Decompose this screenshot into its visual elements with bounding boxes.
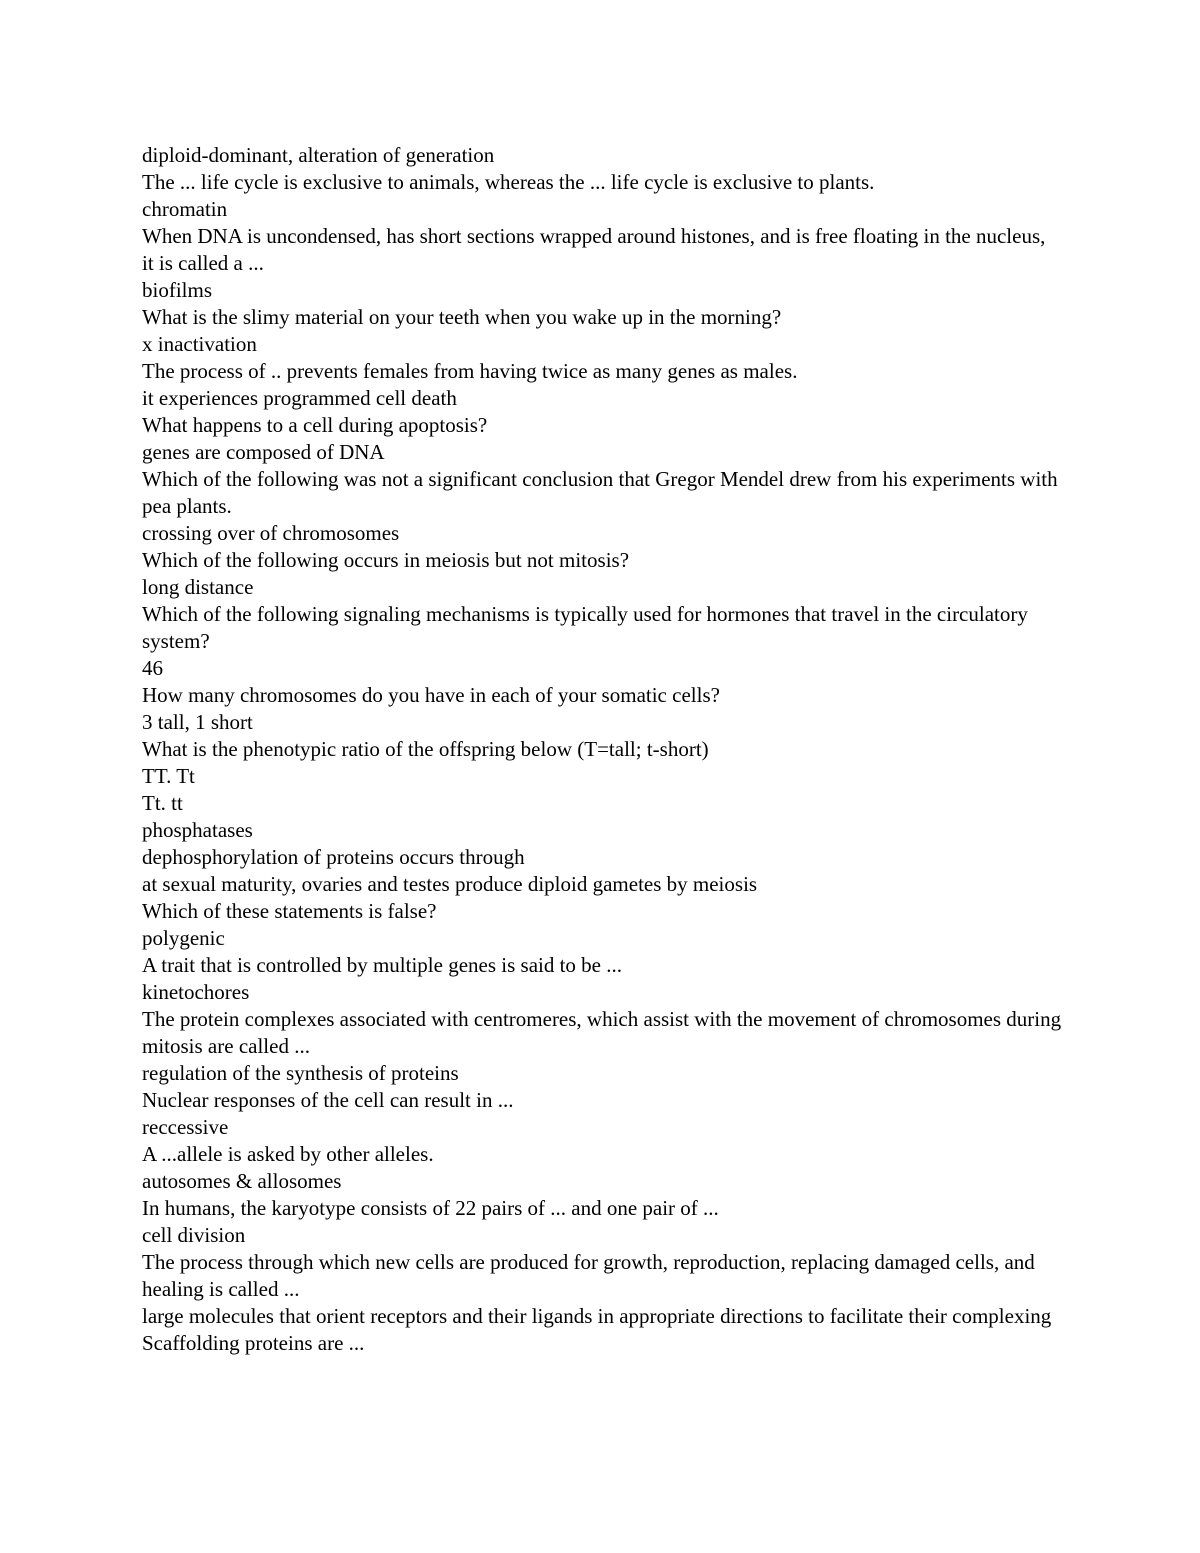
answer-line: biofilms bbox=[142, 278, 213, 302]
question-line: The process of .. prevents females from having twice as many genes as males. bbox=[142, 359, 798, 383]
answer-line: reccessive bbox=[142, 1115, 229, 1139]
question-line: The protein complexes associated with centromeres, which assist with the movement of chromosomes during mitosis are called ... bbox=[142, 1007, 1062, 1058]
question-line: What is the slimy material on your teeth when you wake up in the morning? bbox=[142, 305, 782, 329]
question-line: When DNA is uncondensed, has short sections wrapped around histones, and is free floating in the nucleus, it is called a ... bbox=[142, 224, 1046, 275]
question-line: What happens to a cell during apoptosis? bbox=[142, 413, 488, 437]
answer-line: long distance bbox=[142, 575, 254, 599]
answer-line: kinetochores bbox=[142, 980, 250, 1004]
question-line: What is the phenotypic ratio of the offspring below (T=tall; t-short) bbox=[142, 737, 709, 761]
question-line: Which of the following occurs in meiosis but not mitosis? bbox=[142, 548, 630, 572]
answer-line: chromatin bbox=[142, 197, 228, 221]
question-line: TT. Tt bbox=[142, 764, 195, 788]
answer-line: crossing over of chromosomes bbox=[142, 521, 400, 545]
question-line: A trait that is controlled by multiple genes is said to be ... bbox=[142, 953, 623, 977]
question-line: Which of the following signaling mechanisms is typically used for hormones that travel in the circulatory system? bbox=[142, 602, 1028, 653]
document-body bbox=[142, 142, 1062, 1357]
question-line: How many chromosomes do you have in each of your somatic cells? bbox=[142, 683, 720, 707]
answer-line: genes are composed of DNA bbox=[142, 440, 385, 464]
answer-line: large molecules that orient receptors and their ligands in appropriate directions to facilitate their complexing bbox=[142, 1304, 1052, 1328]
question-line: Which of these statements is false? bbox=[142, 899, 437, 923]
question-line: dephosphorylation of proteins occurs through bbox=[142, 845, 525, 869]
answer-line: it experiences programmed cell death bbox=[142, 386, 457, 410]
answer-line: x inactivation bbox=[142, 332, 257, 356]
answer-line: 3 tall, 1 short bbox=[142, 710, 253, 734]
question-line: Tt. tt bbox=[142, 791, 183, 815]
question-line: Which of the following was not a significant conclusion that Gregor Mendel drew from his experiments with pea plants. bbox=[142, 467, 1058, 518]
question-line: The process through which new cells are produced for growth, reproduction, replacing damaged cells, and healing is called ... bbox=[142, 1250, 1035, 1301]
answer-line: phosphatases bbox=[142, 818, 253, 842]
question-line: In humans, the karyotype consists of 22 pairs of ... and one pair of ... bbox=[142, 1196, 719, 1220]
answer-line: at sexual maturity, ovaries and testes produce diploid gametes by meiosis bbox=[142, 872, 758, 896]
answer-line: polygenic bbox=[142, 926, 225, 950]
answer-line: autosomes & allosomes bbox=[142, 1169, 342, 1193]
answer-line: 46 bbox=[142, 656, 163, 680]
answer-line: diploid-dominant, alteration of generation bbox=[142, 143, 495, 167]
question-line: The ... life cycle is exclusive to animals, whereas the ... life cycle is exclusive to plants. bbox=[142, 170, 875, 194]
answer-line: cell division bbox=[142, 1223, 246, 1247]
question-line: Scaffolding proteins are ... bbox=[142, 1331, 365, 1355]
question-line: Nuclear responses of the cell can result in ... bbox=[142, 1088, 514, 1112]
question-line: A ...allele is asked by other alleles. bbox=[142, 1142, 434, 1166]
answer-line: regulation of the synthesis of proteins bbox=[142, 1061, 459, 1085]
